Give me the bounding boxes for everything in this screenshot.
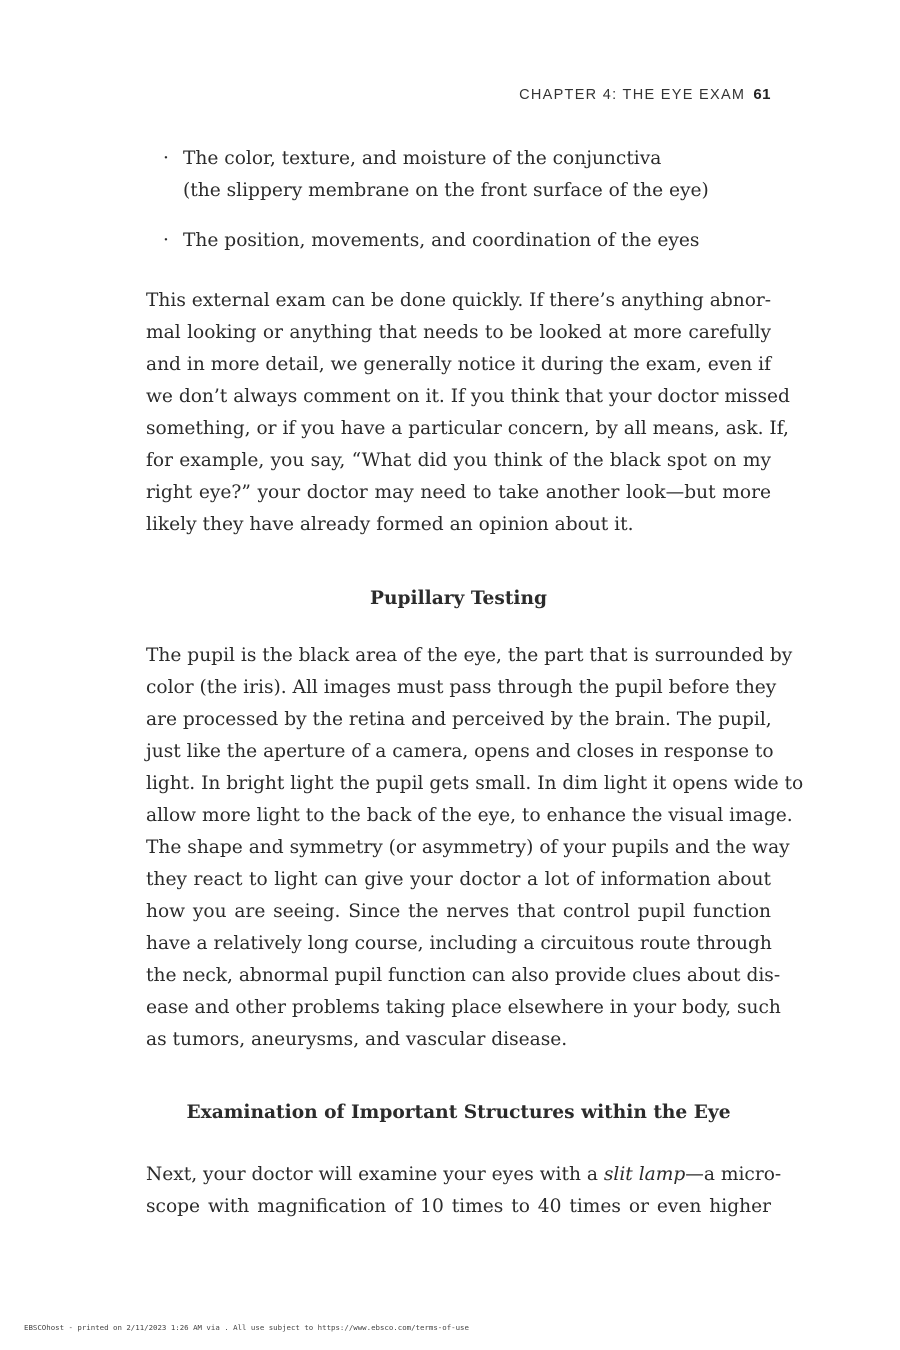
text-line: for example, you say, “What did you think of the black spot on my [146,450,771,471]
bullet-list [163,143,763,257]
bullet-marker: · [163,148,169,169]
bullet-marker: · [163,230,169,251]
text-line: scope with magnification of 10 times to 40 times or even higher [146,1196,771,1217]
chapter-title: CHAPTER 4: THE EYE EXAM [519,87,746,103]
text-line: The pupil is the black area of the eye, the part that is surrounded by [146,645,793,666]
paragraph-external-exam [146,285,790,541]
text-line: mal looking or anything that needs to be looked at more carefully [146,322,771,343]
text-line: light. In bright light the pupil gets small. In dim light it opens wide to [146,773,804,794]
bullet-item [163,225,763,257]
print-footer: EBSCOhost - printed on 2/11/2023 1:26 AM via . All use subject to https://www.ebsco.com/terms-of-use [24,1323,469,1332]
section-heading-pupillary-testing: Pupillary Testing [370,588,547,609]
text-line: just like the aperture of a camera, opens and closes in response to [146,741,774,762]
text-line [146,1159,782,1191]
text-line: something, or if you have a particular concern, by all means, ask. If, [146,418,789,439]
section-heading-examination: Examination of Important Structures within the Eye [186,1102,731,1123]
text-line: ease and other problems taking place elsewhere in your body, such [146,997,781,1018]
page-number: 61 [753,86,771,103]
italic-term: slit lamp [603,1164,686,1185]
text-line: allow more light to the back of the eye, to enhance the visual image. [146,805,793,826]
text-line: we don’t always comment on it. If you think that your doctor missed [146,386,790,407]
bullet-line: The color, texture, and moisture of the conjunctiva [183,148,662,169]
text-line: the neck, abnormal pupil function can also provide clues about dis- [146,965,781,986]
text-line: likely they have already formed an opinion about it. [146,514,634,535]
text-line: as tumors, aneurysms, and vascular disease. [146,1029,568,1050]
bullet-item [163,143,763,207]
paragraph-slit-lamp [146,1159,782,1223]
text-line: have a relatively long course, including a circuitous route through [146,933,772,954]
text-line: they react to light can give your doctor a lot of information about [146,869,771,890]
text-line: The shape and symmetry (or asymmetry) of your pupils and the way [146,837,790,858]
text-line: color (the iris). All images must pass through the pupil before they [146,677,777,698]
text-line: This external exam can be done quickly. If there’s anything abnor- [146,290,772,311]
text-line: and in more detail, we generally notice it during the exam, even if [146,354,771,375]
bullet-line: (the slippery membrane on the front surface of the eye) [183,180,709,201]
paragraph-pupillary-testing [146,640,804,1056]
text-line: right eye?” your doctor may need to take another look—but more [146,482,771,503]
text-run: —a micro- [685,1164,782,1185]
bullet-line: The position, movements, and coordination of the eyes [183,230,700,251]
running-head [519,86,771,103]
text-line: how you are seeing. Since the nerves that control pupil function [146,901,771,922]
text-run: Next, your doctor will examine your eyes with a [146,1164,604,1185]
text-line: are processed by the retina and perceived by the brain. The pupil, [146,709,772,730]
